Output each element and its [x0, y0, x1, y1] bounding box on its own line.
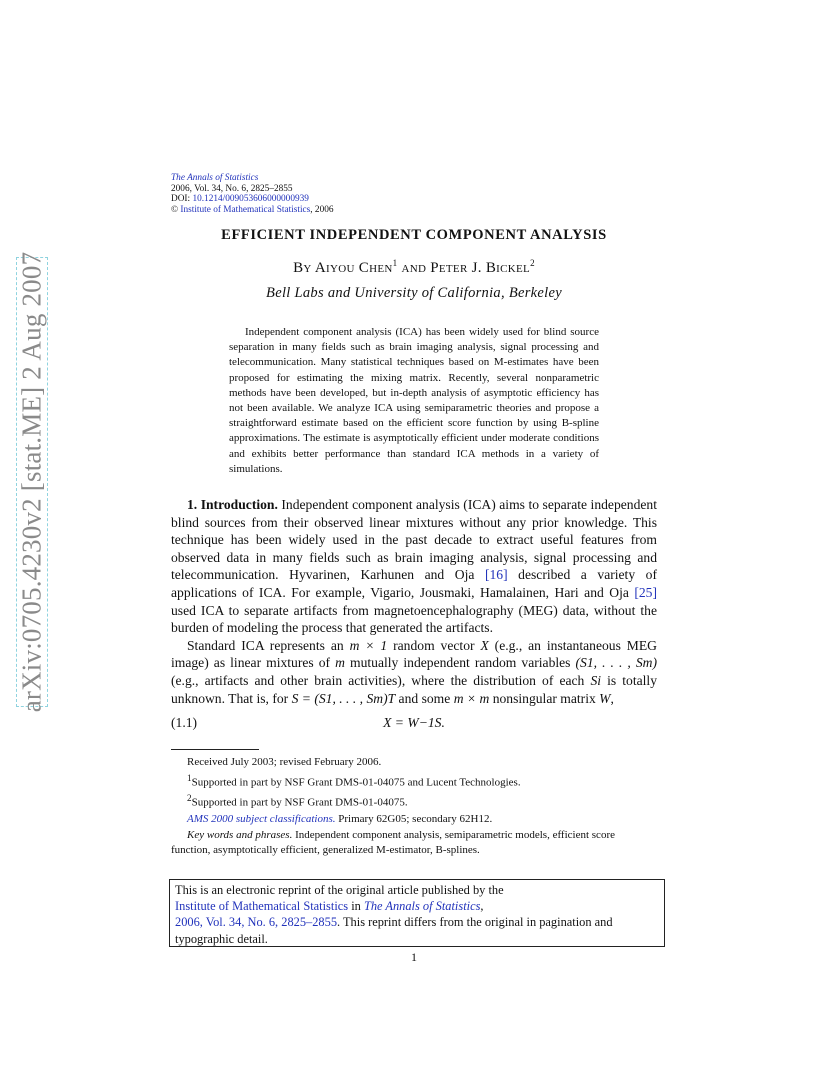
math-m-by-1: m × 1	[349, 637, 388, 653]
intro-text: mutually independent random variables	[344, 655, 576, 671]
paper-title: EFFICIENT INDEPENDENT COMPONENT ANALYSIS	[221, 227, 607, 243]
ams-text: Primary 62G05; secondary 62H12.	[335, 812, 493, 825]
affiliation: Bell Labs and University of California, Berkeley	[266, 285, 562, 301]
intro-text: described a variety of applications of ICA. For example, Vigario, Jousmaki, Hamalainen, Hari and Oja	[171, 567, 658, 600]
journal-volume: 2006, Vol. 34, No. 6, 2825–2855	[171, 183, 293, 194]
journal-copyright	[171, 205, 334, 216]
and-label: and	[397, 260, 431, 276]
copyright-year: , 2006	[310, 204, 334, 215]
ams-classification	[171, 812, 657, 828]
reprint-text: . This reprint differs from the original in pagination and typographic detail.	[175, 915, 613, 946]
math-s-definition: S = (S1, . . . , Sm)T	[291, 690, 396, 706]
journal-reprint-link[interactable]: The Annals of Statistics	[363, 899, 481, 914]
reprint-line-2	[175, 898, 659, 914]
math-w: W	[599, 690, 611, 706]
equation-number: (1.1)	[171, 715, 198, 730]
arxiv-identifier: arXiv:0705.4230v2 [stat.ME] 2 Aug 2007	[16, 251, 47, 713]
intro-text: random vector	[387, 637, 481, 653]
intro-text: is totally unknown. That is, for	[171, 672, 657, 706]
citation-reprint-link[interactable]: 2006, Vol. 34, No. 6, 2825–2855	[175, 915, 338, 930]
intro-text: used ICA to separate artifacts from magnetoencephalography (MEG) data, without the burden of modeling the process that generated the artifacts.	[171, 602, 657, 636]
copyright-symbol: ©	[171, 204, 179, 215]
intro-text: ,	[610, 690, 614, 706]
footnote-1	[171, 771, 657, 791]
keywords-label: Key words and phrases.	[187, 828, 293, 841]
received-date: Received July 2003; revised February 2006.	[187, 756, 382, 768]
page-number: 1	[411, 950, 417, 964]
doi-label: DOI:	[171, 194, 193, 204]
math-s-vector: (S1, . . . , Sm)	[575, 655, 657, 671]
journal-name[interactable]: The Annals of Statistics	[171, 173, 259, 183]
footnote-1-mark: 1	[187, 772, 192, 783]
intro-paragraph-1	[171, 496, 657, 637]
abstract: Independent component analysis (ICA) has been widely used for blind source separation in many fields such as brain imaging analysis, signal processing and telecommunication. Many statistical techniques based on M-estimates have been proposed for estimating the mixing matrix. Recently, several nonparametric methods have been developed, but in-depth analysis of asymptotic efficiency has not been available. We analyze ICA using semiparametric theories and propose a straightforward estimate based on the efficient score function by using B-spline approximations. The estimate is asymptotically efficient under moderate conditions and exhibits better performance than standard ICA methods in a variety of simulations.	[229, 326, 599, 475]
ams-link[interactable]: AMS 2000 subject classifications.	[187, 812, 336, 825]
footnote-1-text: Supported in part by NSF Grant DMS-01-04075 and Lucent Technologies.	[191, 776, 521, 789]
introduction-section	[171, 496, 657, 707]
author-1: Aiyou Chen	[314, 260, 393, 276]
intro-paragraph-2	[171, 637, 657, 707]
footnote-2-text: Supported in part by NSF Grant DMS-01-04075.	[191, 796, 408, 809]
author-2-footnote-mark: 2	[530, 258, 535, 268]
author-1-footnote-mark: 1	[392, 258, 398, 268]
footnote-2	[171, 791, 657, 811]
keywords-text: Independent component analysis, semiparametric models, efficient score function, asymptotically efficient, generalized M-estimator, B-splines.	[171, 828, 615, 857]
intro-text: Standard ICA represents an	[187, 637, 350, 653]
reprint-text: in	[348, 899, 364, 914]
citation-25[interactable]: [25]	[634, 584, 657, 600]
intro-text: (e.g., artifacts and other brain activities), where the distribution of each	[171, 672, 591, 688]
footnotes	[171, 755, 657, 859]
math-si: Si	[590, 672, 602, 688]
reprint-line-3	[175, 914, 659, 946]
intro-text: and some	[395, 690, 454, 706]
math-m: m	[335, 655, 345, 671]
reprint-line-1: This is an electronic reprint of the original article published by the	[175, 883, 504, 897]
footnote-rule	[171, 749, 259, 750]
reprint-text: ,	[480, 899, 484, 914]
math-x: X	[480, 637, 489, 653]
ims-link[interactable]: Institute of Mathematical Statistics	[178, 204, 311, 215]
ims-reprint-link[interactable]: Institute of Mathematical Statistics	[175, 899, 349, 914]
intro-text: Independent component analysis (ICA) aims to separate independent blind sources from their observed linear mixtures without any prior knowledge. This technique has been widely used in the past decade to extract useful features from observed data in many fields such as brain imaging analysis, signal processing and telecommunication. Hyvarinen, Karhunen and Oja	[171, 497, 657, 583]
equation-expression: X = W−1S.	[383, 715, 445, 730]
footnote-2-mark: 2	[187, 793, 192, 804]
author-2: Peter J. Bickel	[430, 260, 531, 276]
paper-authors	[0, 258, 828, 277]
intro-text: nonsingular matrix	[489, 690, 600, 706]
citation-16[interactable]: [16]	[484, 567, 508, 583]
journal-header	[171, 173, 334, 215]
keywords	[171, 828, 657, 860]
arxiv-sidebar-stamp	[16, 251, 48, 713]
math-m-by-m: m × m	[453, 690, 490, 706]
by-label: By	[293, 260, 315, 276]
journal-doi	[171, 194, 334, 205]
doi-link[interactable]: 10.1214/009053606000000939	[192, 194, 309, 204]
intro-text: (e.g., an instantaneous MEG image) as linear mixtures of	[171, 637, 657, 671]
reprint-notice	[169, 879, 665, 947]
section-heading: 1. Introduction.	[187, 497, 278, 512]
